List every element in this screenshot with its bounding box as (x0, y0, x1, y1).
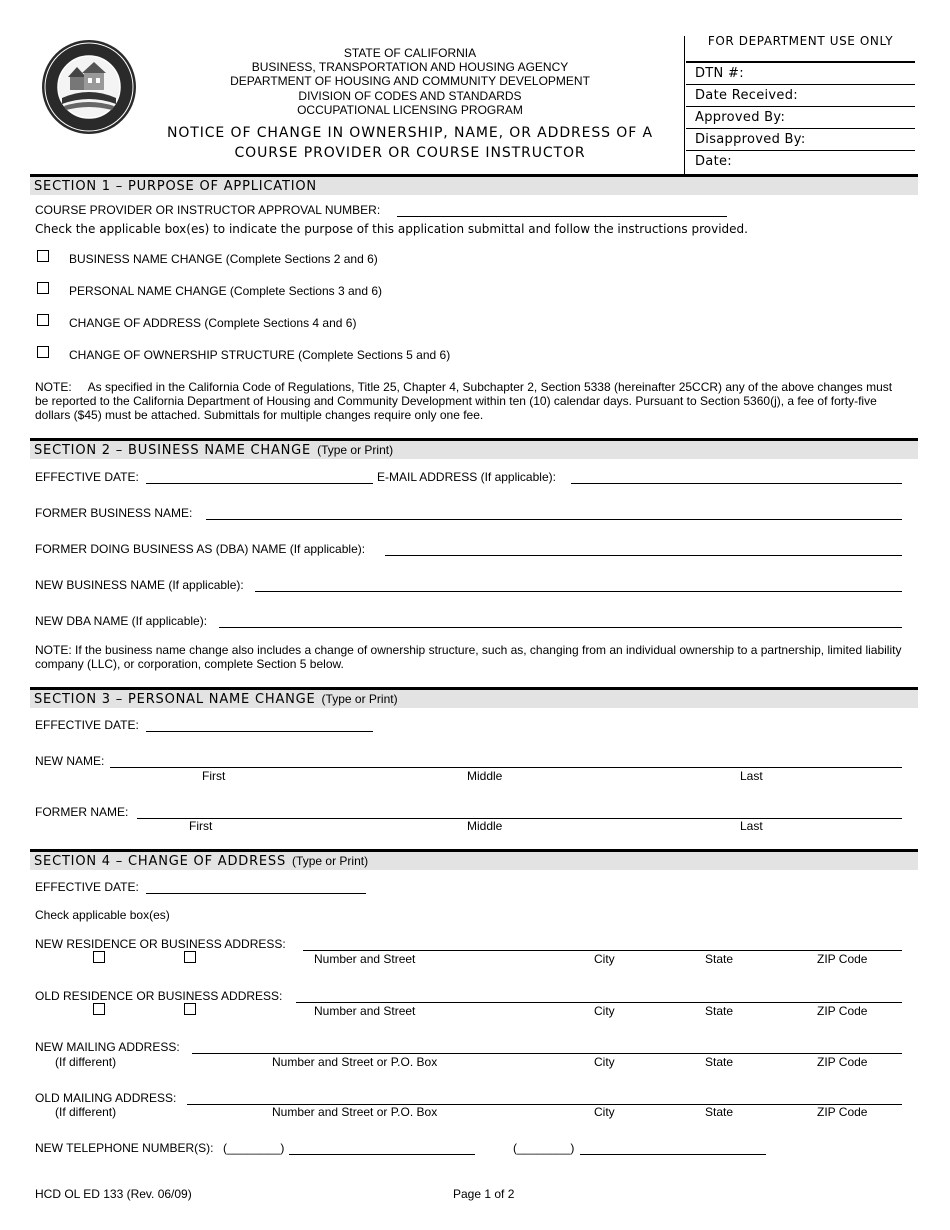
section3-title: SECTION 3 – PERSONAL NAME CHANGE (34, 692, 316, 707)
personal-name-change-label: PERSONAL NAME CHANGE (Complete Sections 3 and 6) (69, 284, 383, 298)
new-mail-zip-caption: ZIP Code (817, 1055, 868, 1069)
form-number: HCD OL ED 133 (Rev. 06/09) (35, 1187, 192, 1201)
new-name-middle-caption: Middle (467, 769, 503, 783)
new-res-state-caption: State (705, 952, 734, 966)
new-telephone-label: NEW TELEPHONE NUMBER(S): (35, 1141, 214, 1155)
agency-line-program: OCCUPATIONAL LICENSING PROGRAM (297, 103, 523, 117)
new-mailing-label: NEW MAILING ADDRESS: (35, 1040, 180, 1054)
new-name-field[interactable] (110, 767, 902, 768)
old-mailing-label: OLD MAILING ADDRESS: (35, 1091, 177, 1105)
new-mail-street-caption: Number and Street or P.O. Box (272, 1055, 438, 1069)
check-applicable-label: Check applicable box(es) (35, 908, 170, 922)
section3-header (30, 687, 918, 708)
change-of-address-checkbox[interactable] (37, 314, 49, 326)
former-name-field[interactable] (137, 818, 902, 819)
phone2-area-code-field[interactable]: (________) (513, 1141, 575, 1155)
old-mail-city-caption: City (594, 1105, 615, 1119)
business-name-change-label: BUSINESS NAME CHANGE (Complete Sections 2 and 6) (69, 252, 378, 266)
change-of-address-label: CHANGE OF ADDRESS (Complete Sections 4 and 6) (69, 316, 357, 330)
old-mail-street-caption: Number and Street or P.O. Box (272, 1105, 438, 1119)
section3-subtitle: (Type or Print) (321, 692, 398, 706)
phone2-number-field[interactable] (580, 1154, 766, 1155)
new-residence-field[interactable] (303, 950, 902, 951)
section4-title: SECTION 4 – CHANGE OF ADDRESS (34, 854, 287, 869)
dept-box-border (684, 36, 685, 176)
agency-line-bth: BUSINESS, TRANSPORTATION AND HOUSING AGENCY (251, 60, 569, 74)
old-mail-zip-caption: ZIP Code (817, 1105, 868, 1119)
old-mail-if-different: (If different) (55, 1105, 117, 1119)
new-mail-if-different: (If different) (55, 1055, 117, 1069)
section1-note (35, 380, 905, 422)
old-residence-checkbox-residence[interactable] (93, 1003, 105, 1015)
dept-field-disapproved-by[interactable]: Disapproved By: (686, 129, 915, 151)
old-res-street-caption: Number and Street (314, 1004, 416, 1018)
former-name-label: FORMER NAME: (35, 805, 129, 819)
old-res-state-caption: State (705, 1004, 734, 1018)
agency-line-state: STATE OF CALIFORNIA (343, 46, 477, 60)
section2-subtitle: (Type or Print) (317, 443, 394, 457)
new-residence-label: NEW RESIDENCE OR BUSINESS ADDRESS: (35, 937, 286, 951)
s2-effective-date-label: EFFECTIVE DATE: (35, 470, 139, 484)
new-res-city-caption: City (594, 952, 615, 966)
agency-line-division: DIVISION OF CODES AND STANDARDS (298, 89, 522, 103)
new-name-first-caption: First (202, 769, 226, 783)
dept-box-heading: FOR DEPARTMENT USE ONLY (707, 34, 894, 48)
new-dba-field[interactable] (219, 627, 902, 628)
agency-line-hcd: DEPARTMENT OF HOUSING AND COMMUNITY DEVELOPMENT (230, 74, 590, 88)
new-dba-label: NEW DBA NAME (If applicable): (35, 614, 208, 628)
approval-number-label: COURSE PROVIDER OR INSTRUCTOR APPROVAL NUMBER: (35, 203, 381, 217)
old-res-zip-caption: ZIP Code (817, 1004, 868, 1018)
new-business-name-label: NEW BUSINESS NAME (If applicable): (35, 578, 244, 592)
section2-title: SECTION 2 – BUSINESS NAME CHANGE (34, 443, 312, 458)
former-dba-label: FORMER DOING BUSINESS AS (DBA) NAME (If applicable): (35, 542, 366, 556)
former-business-name-field[interactable] (206, 519, 902, 520)
old-mail-state-caption: State (705, 1105, 734, 1119)
s2-effective-date-field[interactable] (146, 483, 373, 484)
new-residence-checkbox-business[interactable] (184, 951, 196, 963)
former-name-first-caption: First (189, 819, 213, 833)
old-residence-checkbox-business[interactable] (184, 1003, 196, 1015)
section1-header (30, 174, 918, 195)
section1-instructions: Check the applicable box(es) to indicate the purpose of this application submittal and follow the instructions provided. (35, 222, 748, 236)
old-residence-field[interactable] (296, 1002, 902, 1003)
department-seal (40, 38, 138, 136)
s2-email-field[interactable] (571, 483, 902, 484)
new-residence-checkbox-residence[interactable] (93, 951, 105, 963)
section1-note-text: As specified in the California Code of Regulations, Title 25, Chapter 4, Subchapter 2, Section 5338 (hereinafter 25CCR) any of the above changes must be reported to the California Department of Housing and Community Development within ten (10) calendar days. Pursuant to Section 5360(j), a fee of forty-five dollars ($45) must be attached. Submittals for multiple changes require only one fee. (35, 380, 893, 422)
approval-number-field[interactable] (397, 216, 727, 217)
dept-field-approved-by[interactable]: Approved By: (686, 107, 915, 129)
section1-note-label: NOTE: (35, 380, 72, 394)
new-mail-state-caption: State (705, 1055, 734, 1069)
business-name-change-checkbox[interactable] (37, 250, 49, 262)
dept-field-date[interactable]: Date: (695, 154, 732, 169)
form-title-line2: COURSE PROVIDER OR COURSE INSTRUCTOR (234, 145, 586, 161)
s2-email-label: E-MAIL ADDRESS (If applicable): (377, 470, 556, 484)
dept-field-date-received[interactable]: Date Received: (686, 85, 915, 107)
section2-note: NOTE: If the business name change also includes a change of ownership structure, such as, changing from an individual ownership to a partnership, limited liability company (LLC), or corporation, complete Section 5 below. (35, 643, 902, 671)
new-business-name-field[interactable] (255, 591, 902, 592)
new-mailing-field[interactable] (192, 1053, 902, 1054)
dept-field-dtn[interactable]: DTN #: (686, 63, 915, 85)
section4-header (30, 849, 918, 870)
s4-effective-date-field[interactable] (146, 893, 366, 894)
old-res-city-caption: City (594, 1004, 615, 1018)
section1-title: SECTION 1 – PURPOSE OF APPLICATION (34, 179, 317, 194)
new-name-label: NEW NAME: (35, 754, 105, 768)
section4-subtitle: (Type or Print) (292, 854, 369, 868)
former-name-middle-caption: Middle (467, 819, 503, 833)
new-res-zip-caption: ZIP Code (817, 952, 868, 966)
old-residence-label: OLD RESIDENCE OR BUSINESS ADDRESS: (35, 989, 283, 1003)
personal-name-change-checkbox[interactable] (37, 282, 49, 294)
former-name-last-caption: Last (740, 819, 763, 833)
new-mail-city-caption: City (594, 1055, 615, 1069)
phone1-number-field[interactable] (289, 1154, 475, 1155)
new-res-street-caption: Number and Street (314, 952, 416, 966)
change-of-ownership-checkbox[interactable] (37, 346, 49, 358)
former-dba-field[interactable] (385, 555, 902, 556)
page-number: Page 1 of 2 (453, 1187, 515, 1201)
form-title-line1: NOTICE OF CHANGE IN OWNERSHIP, NAME, OR ADDRESS OF A (166, 125, 653, 141)
change-of-ownership-label: CHANGE OF OWNERSHIP STRUCTURE (Complete Sections 5 and 6) (69, 348, 451, 362)
new-name-last-caption: Last (740, 769, 763, 783)
s3-effective-date-field[interactable] (146, 731, 373, 732)
s3-effective-date-label: EFFECTIVE DATE: (35, 718, 139, 732)
former-business-name-label: FORMER BUSINESS NAME: (35, 506, 193, 520)
phone1-area-code-field[interactable]: (________) (223, 1141, 285, 1155)
section2-header (30, 438, 918, 459)
s4-effective-date-label: EFFECTIVE DATE: (35, 880, 139, 894)
